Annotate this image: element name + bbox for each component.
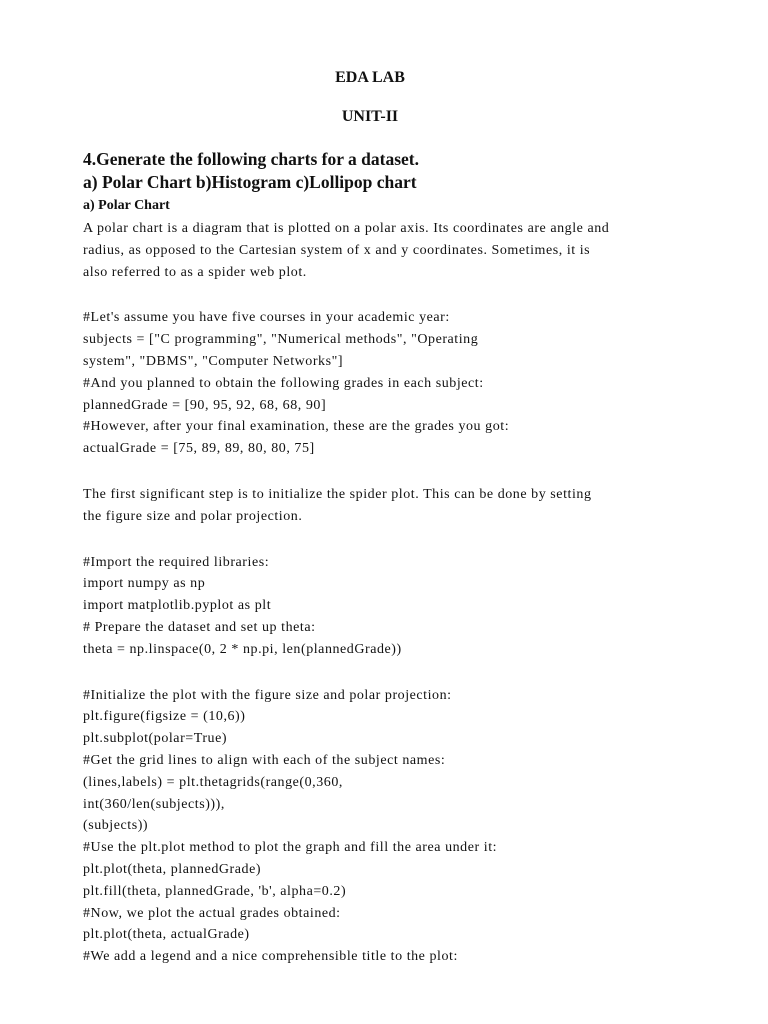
document-title: EDA LAB [335,69,405,86]
parts-heading: a) Polar Chart b)Histogram c)Lollipop chart [83,172,417,192]
text-line: The first significant step is to initialize the spider plot. This can be done by setting [83,486,592,502]
code-line: #Get the grid lines to align with each of the subject names: [83,752,446,768]
code-line: (subjects)) [83,818,149,834]
text-line: the figure size and polar projection. [83,508,303,524]
code-line: plt.plot(theta, actualGrade) [83,927,250,943]
text-line: radius, as opposed to the Cartesian system of x and y coordinates. Sometimes, it is [83,242,591,258]
unit-heading: UNIT-II [341,108,399,125]
code-line: plt.subplot(polar=True) [83,731,228,747]
code-line: system", "DBMS", "Computer Networks"] [83,353,344,369]
question-heading: 4.Generate the following charts for a dataset. [83,149,420,169]
code-line: plt.figure(figsize = (10,6)) [83,709,246,725]
section-heading: a) Polar Chart [83,198,170,213]
document-body [83,218,703,968]
code-line: #Import the required libraries: [83,554,270,570]
code-block-imports [83,552,703,661]
code-line: import numpy as np [83,576,206,592]
code-line: #Use the plt.plot method to plot the graph and fill the area under it: [83,840,498,856]
code-line: plt.fill(theta, plannedGrade, 'b', alpha=0.2) [83,883,347,899]
code-line: #And you planned to obtain the following grades in each subject: [83,375,484,391]
code-line: actualGrade = [75, 89, 89, 80, 80, 75] [83,441,315,457]
code-block-plot [83,685,703,968]
code-line: plt.plot(theta, plannedGrade) [83,861,262,877]
text-line: also referred to as a spider web plot. [83,264,307,280]
code-block-dataset [83,307,703,460]
init-paragraph [83,484,703,528]
code-line: theta = np.linspace(0, 2 * np.pi, len(plannedGrade)) [83,641,402,657]
code-line: import matplotlib.pyplot as plt [83,598,272,614]
text-line: A polar chart is a diagram that is plotted on a polar axis. Its coordinates are angle and [83,221,610,236]
intro-paragraph [83,218,703,283]
code-line: # Prepare the dataset and set up theta: [83,619,316,635]
code-line: #We add a legend and a nice comprehensible title to the plot: [83,949,458,965]
code-line: int(360/len(subjects))), [83,796,225,812]
code-line: #Let's assume you have five courses in your academic year: [83,310,450,326]
code-line: #Now, we plot the actual grades obtained: [83,905,341,921]
code-line: (lines,labels) = plt.thetagrids(range(0,360, [83,774,343,790]
code-line: #Initialize the plot with the figure size and polar projection: [83,687,452,703]
code-line: #However, after your final examination, these are the grades you got: [83,419,510,435]
code-line: subjects = ["C programming", "Numerical methods", "Operating [83,332,479,348]
code-line: plannedGrade = [90, 95, 92, 68, 68, 90] [83,397,327,413]
